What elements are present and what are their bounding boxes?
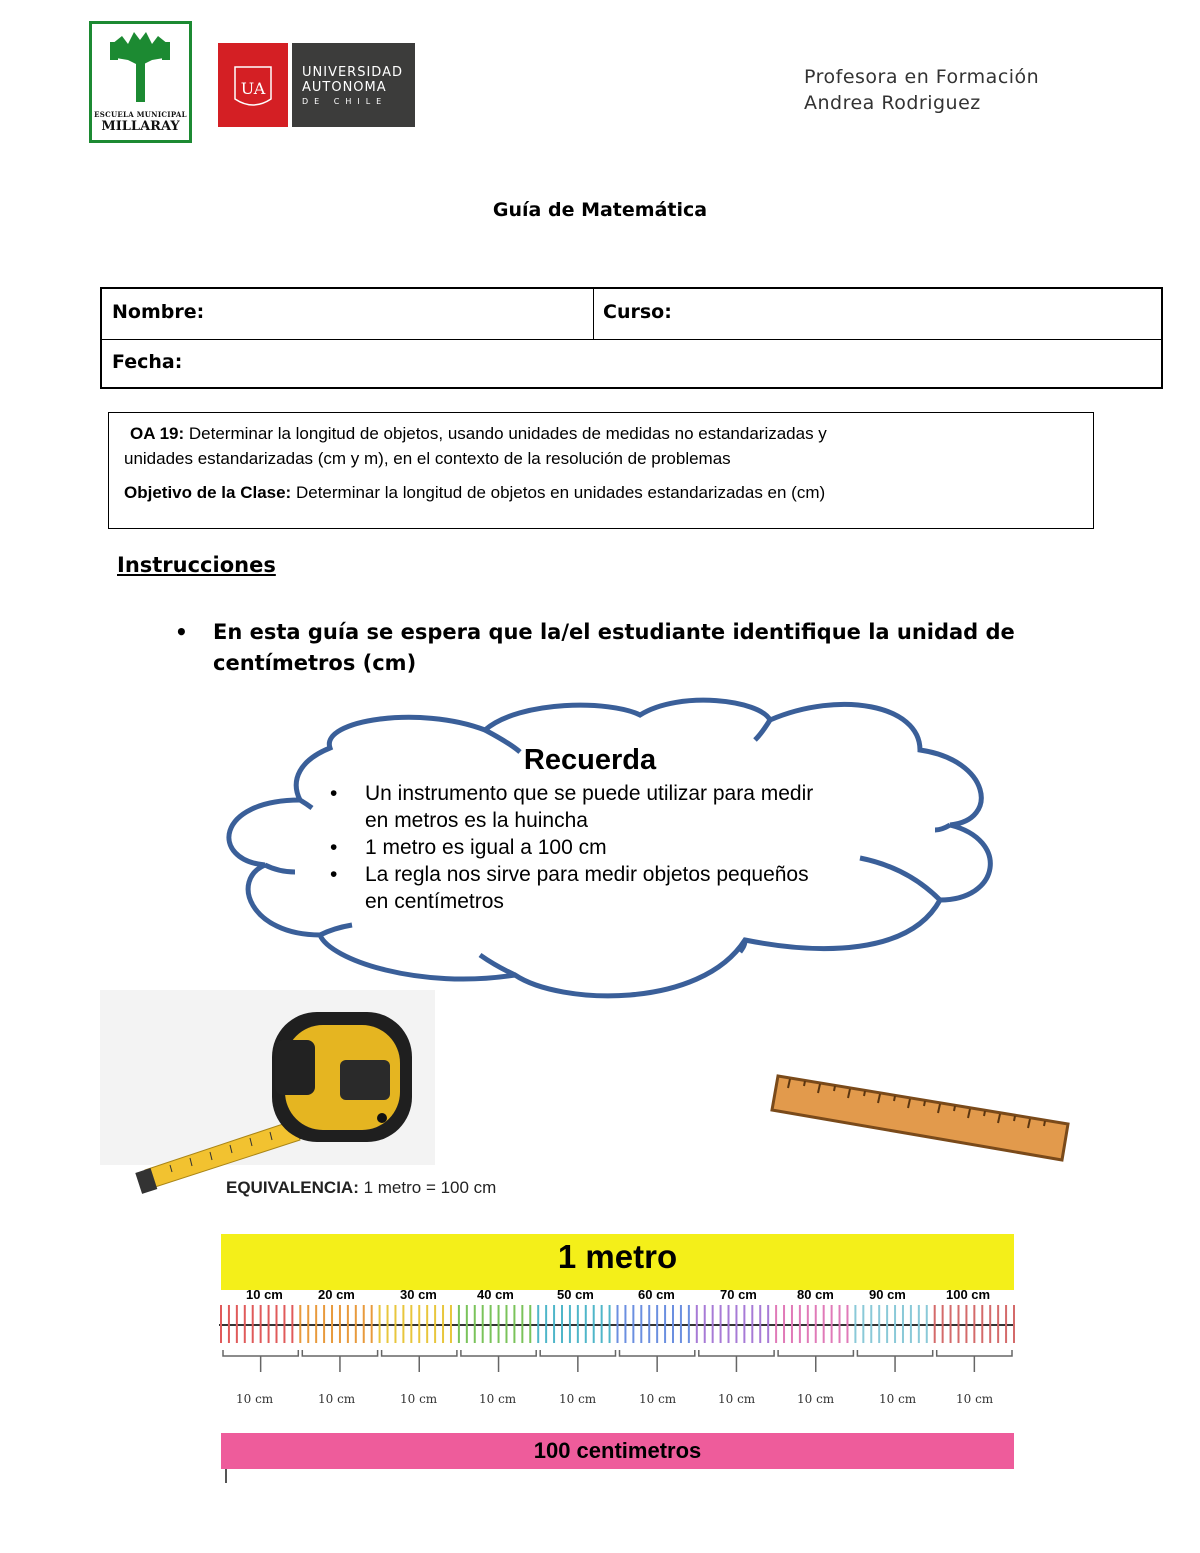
segment-label: 10 cm (956, 1392, 994, 1406)
cm-label: 80 cm (797, 1287, 834, 1302)
oa-label: OA 19: (130, 424, 185, 443)
segment-brace (620, 1350, 695, 1372)
recuerda-item-text: La regla nos sirve para medir objetos pequeños (365, 863, 809, 886)
segment-brace (223, 1350, 298, 1372)
segment-label: 10 cm (718, 1392, 756, 1406)
segment-brace (461, 1350, 536, 1372)
segment-brace (778, 1350, 853, 1372)
recuerda-item-text: Un instrumento que se puede utilizar para medir (365, 782, 814, 805)
cm-label: 70 cm (720, 1287, 757, 1302)
segment-label: 10 cm (400, 1392, 438, 1406)
cm-label: 10 cm (246, 1287, 283, 1302)
class-objective-text: Determinar la longitud de objetos en unidades estandarizadas en (cm) (291, 483, 826, 502)
oa-text-1: Determinar la longitud de objetos, usando unidades de medidas no estandarizadas y (184, 424, 827, 443)
cm-label: 90 cm (869, 1287, 906, 1302)
curso-field[interactable]: Curso: (603, 301, 672, 323)
segment-label: 10 cm (479, 1392, 517, 1406)
logo-ua-line3: DE CHILE (302, 97, 388, 106)
bullet-icon: • (330, 836, 338, 859)
instruction-line-1: En esta guía se espera que la/el estudiante identifique la unidad de (213, 620, 1015, 644)
cm-label: 40 cm (477, 1287, 514, 1302)
equivalence-value: 1 metro = 100 cm (358, 1178, 497, 1197)
recuerda-item-text: 1 metro es igual a 100 cm (365, 836, 607, 859)
segment-brace (937, 1350, 1012, 1372)
cm-label: 100 cm (946, 1287, 991, 1302)
segment-brace (302, 1350, 377, 1372)
instruction-line-2: centímetros (cm) (213, 651, 417, 675)
teacher-name: Andrea Rodriguez (804, 92, 981, 114)
segment-brace (699, 1350, 774, 1372)
cm-label: 20 cm (318, 1287, 355, 1302)
segment-brace (857, 1350, 932, 1372)
cm-label: 30 cm (400, 1287, 437, 1302)
logo-ua-text: UA (240, 79, 266, 98)
segment-label: 10 cm (879, 1392, 917, 1406)
bullet-icon: • (330, 782, 338, 805)
centimetros-title: 100 centimetros (533, 1438, 702, 1463)
fecha-field[interactable]: Fecha: (112, 351, 183, 373)
segment-label: 10 cm (236, 1392, 274, 1406)
segment-brace (540, 1350, 615, 1372)
instructions-heading: Instrucciones (117, 553, 276, 577)
bullet-icon: • (175, 620, 188, 644)
segment-label: 10 cm (797, 1392, 835, 1406)
equivalence-label: EQUIVALENCIA: (226, 1178, 359, 1197)
recuerda-title: Recuerda (523, 744, 657, 776)
oa-text-2: unidades estandarizadas (cm y m), en el contexto de la resolución de problemas (124, 449, 731, 468)
segment-label: 10 cm (639, 1392, 677, 1406)
logo-school-top: ESCUELA MUNICIPAL (94, 110, 187, 119)
recuerda-item-text: en metros es la huincha (365, 809, 588, 832)
segment-brace (382, 1350, 457, 1372)
recuerda-item-text: en centímetros (365, 890, 504, 913)
cm-label: 60 cm (638, 1287, 675, 1302)
metro-title: 1 metro (557, 1238, 678, 1275)
logo-ua-line1: UNIVERSIDAD (302, 65, 403, 80)
nombre-field[interactable]: Nombre: (112, 301, 205, 323)
segment-label: 10 cm (559, 1392, 597, 1406)
logo-ua-line2: AUTONOMA (302, 80, 387, 95)
cm-label: 50 cm (557, 1287, 594, 1302)
logo-school-name: MILLARAY (101, 119, 180, 134)
bullet-icon: • (330, 863, 338, 886)
segment-label: 10 cm (318, 1392, 356, 1406)
class-objective-label: Objetivo de la Clase: (124, 483, 292, 502)
page-title: Guía de Matemática (492, 199, 708, 221)
teacher-role: Profesora en Formación (804, 66, 1040, 88)
pink-bar-marker (225, 1469, 227, 1483)
